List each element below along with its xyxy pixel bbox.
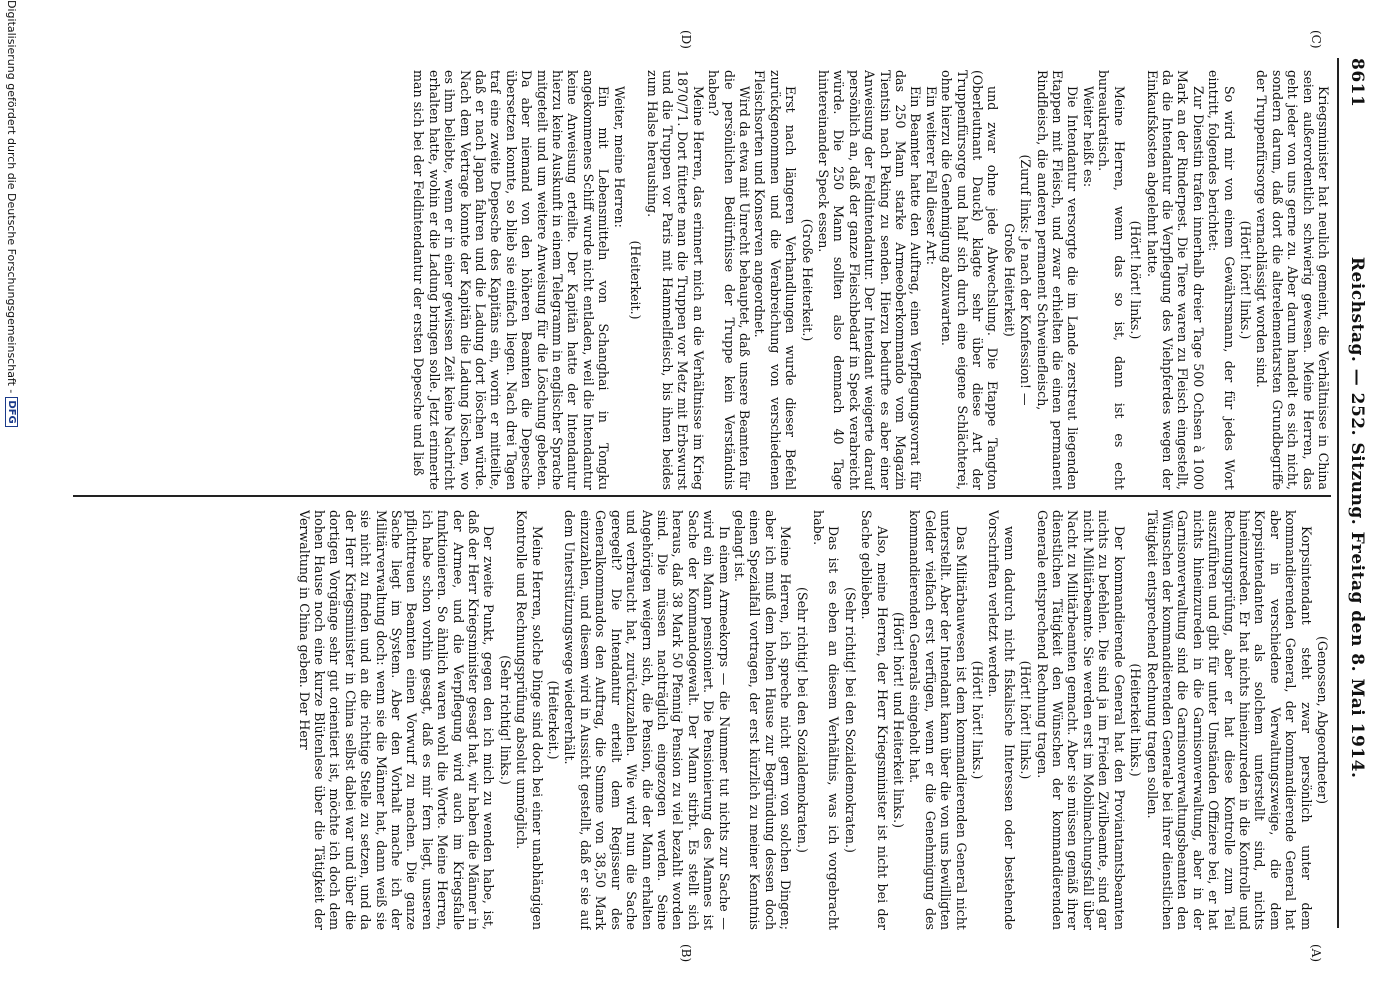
running-head [1343, 58, 1371, 928]
margin-letter-d: (D) [679, 30, 693, 49]
margin-letter-b: (B) [679, 944, 693, 963]
left-paragraph: Weiter heißt es: [1080, 86, 1096, 188]
right-paragraph: Das ist es eben an diesem Verhältnis, was ich vorgebracht habe. [811, 510, 842, 930]
right-paragraph: Das Militärbauwesen ist dem kommandierenden General nicht unterstellt. Aber der Intendant kann über die von uns bewilligten Gelder vielfach erst verfügen, wenn er die Genehmigung des kommandierenden Generals eingeholt hat. [907, 510, 969, 930]
right-paragraph: Also, meine Herren, der Herr Kriegsminister ist nicht bei der Sache geblieben. [859, 510, 890, 930]
left-remark: (Zuruf links: Je nach der Konfession! — [1018, 154, 1034, 406]
left-paragraph: Weiter, meine Herren: [611, 86, 627, 228]
digitization-footer [1, 0, 23, 1000]
left-paragraph: So wird mir von einem Gewährsmann, der für jedes Wort eintritt, folgendes berichtet: [1206, 70, 1237, 490]
right-paragraph: Der zweite Punkt, gegen den ich mich zu wenden habe, ist, daß der Herr Kriegsminister gesagt hat, wir haben die Männer in der Armee, und die Verpflegung wird auch im Kriegsfalle funktionieren. So ähnlich waren wohl die Worte. Meine Herren, ich habe schon vorhin gesagt, daß es mir fern liegt, unseren pflichttreuen Beamten einen Vorwurf zu machen. Die ganze Sache liegt im System. Aber den Vorhalt mache ich der Militärverwaltung doch: wenn sie die Männer hat, dann weiß sie sie nicht zu finden und an die richtige Stelle zu setzen, und da der Herr Kriegsminister in China selbst dabei war und über die dortigen Vorgänge sehr gut orientiert ist, möchte ich doch dem hohen Hause noch eine kurze Blütenlese über die Tätigkeit der Verwaltung in China geben. Der Herr [296, 510, 497, 930]
header-rule [1337, 58, 1339, 928]
left-remark: (Große Heiterkeit.) [799, 218, 815, 342]
session-title: Reichstag. — 252. Sitzung. Freitag den 8. Mai 1914. [1347, 256, 1367, 779]
right-paragraph: Korpsintendant steht zwar persönlich unter dem kommandierenden General, der kommandierende General hat aber in verschiedene Verwaltungszweige, die dem Korpsintendanten als solchem unterstellt sind, nichts hineinzureden. Er hat nichts hineinzureden in die Kontrolle und Rechnungsprüfung, aber er hat diese Kontrolle zum Teil auszuführen und gibt für unter Umständen Offiziere bei, er hat nichts hineinzureden in die Garnisonverwaltung, aber in der Garnisonverwaltung sind die Garnisonverwaltungsbeamten den Wünschen der kommandierenden Generale bei ihrer dienstlichen Tätigkeit entsprechend Rechnung tragen sollen. [1144, 510, 1314, 930]
left-paragraph: Erst nach längeren Verhandlungen wurde dieser Befehl zurückgenommen und die Verabreichung von verschiedenen Fleischsorten und Konserven angeordnet. [752, 70, 799, 490]
margin-letter-c: (C) [1309, 30, 1323, 49]
right-remark: (Sehr richtig! bei den Sozialdemokraten.) [794, 587, 810, 853]
right-remark: (Hört! hört! links.) [970, 660, 986, 780]
left-paragraph: Ein weiterer Fall dieser Art: [923, 86, 939, 265]
dfg-logo: DFG [6, 397, 19, 426]
margin-letter-a: (A) [1309, 944, 1323, 963]
left-remark: (Heiterkeit.) [628, 240, 644, 320]
right-remark: (Genossen, Abgeordneter) [1315, 636, 1330, 804]
left-paragraph: Meine Herren, wenn das so ist, dann ist es echt bureaukratisch. [1096, 70, 1127, 490]
column-rule [73, 495, 1331, 497]
right-remark: (Hört! hört! und Heiterkeit links.) [891, 611, 907, 829]
footer-text: Digitalisierung gefördert durch die Deutsche Forschungsgemeinschaft - [5, 0, 19, 394]
right-remark: (Sehr richtig! bei den Sozialdemokraten.) [842, 587, 858, 853]
left-paragraph: Kriegsminister hat neulich gemeint, die Verhältnisse in China seien außerordentlich schwierig gewesen. Meine Herren, das geht jeder von uns gerne zu. Aber darum handelt es sich nicht, sondern darum, daß dort die alterelementarsten Grundbegriffe der Truppenfürsorge vernachlässigt worden sind. [1254, 70, 1331, 490]
right-paragraph: wenn dadurch nicht fiskalische Interessen oder bestehende Vorschriften verletzt werden. [986, 510, 1017, 930]
left-paragraph: Wird da etwa mit Unrecht behauptet, daß unsere Beamten für die persönlichen Bedürfnisse der Truppe kein Verständnis haben? [706, 70, 752, 490]
right-remark: (Hört! hört! links.) [1018, 660, 1034, 780]
left-paragraph: Ein Beamter hatte den Auftrag, einen Verpflegungsvorrat für das 250 Mann starke Armeeoberkommando vom Magazin Tientsin nach Peking zu senden. Hierzu bedurfte es aber einer Anweisung der Feldintendantur. Der Intendant weigerte darauf persönlich an, daß der ganze Fleischbedarf in Speck verabreicht würde. Die 250 Mann sollten also demnach 40 Tage hintereinander Speck essen. [816, 70, 924, 490]
left-paragraph: Zur Dienstin trafen innerhalb dreier Tage 500 Ochsen à 1000 Mark an der Rinderpest. Die Tiere waren zu Fleisch eingestellt, da die Intendantur die Verpflegung des Viehpferdes wegen der Einkaufskosten abgelehnt hatte. [1144, 70, 1206, 490]
left-paragraph: Meine Herren, das erinnert mich an die Verhältnisse im Krieg 1870/71. Dort fütterte man die Truppen vor Metz mit Erbswurst und die Truppen vor Paris mit Hammelfleisch, bis ihnen beides zum Halse heraushing. [644, 70, 706, 490]
right-remark: (Heiterkeit.) [546, 680, 562, 760]
page-number: 8611 [1347, 58, 1367, 108]
right-paragraph: Meine Herren, solche Dinge sind doch bei einer unabhängigen Kontrolle und Rechnungsprüfung absolut unmöglich. [514, 510, 545, 930]
left-remark: (Hört! hört! links.) [1237, 220, 1253, 340]
right-remark: (Heiterkeit links.) [1128, 663, 1144, 777]
left-paragraph: Die Intendantur versorgte die im Lande zerstreut liegenden Etappen mit Fleisch, und zwar erhielten die einen permanent Rindfleisch, die anderen permanent Schweinefleisch, [1034, 70, 1081, 490]
right-paragraph: Der kommandierende General hat den Proviantamtsbeamten nichts zu befehlen. Die sind ja im Frieden Zivilbeamte, sind gar nicht Militärbeamte. Sie werden erst im Mobilmachungsfall über Nacht zu Militärbeamten gemacht. Aber sie müssen gemäß ihrer dienstlichen Tätigkeit den Wünschen der kommandierenden Generale entsprechend Rechnung tragen. [1034, 510, 1127, 930]
left-remark: (Hört! hört! links.) [1128, 220, 1144, 340]
left-paragraph: und zwar ohne jede Abwechslung. Die Etappe Tangton (Oberleutnant Dauck) klagte sehr über diese Art der Truppenfürsorge und half sich durch eine eigene Schlächterei, ohne hierzu die Genehmigung abzuwarten. [939, 70, 1001, 490]
left-column [73, 70, 1331, 490]
left-paragraph: Ein mit Lebensmitteln von Schanghai in Tongku angekommenes Schiff wurde nicht entladen, weil die Intendantur keine Anweisung erteilte. Der Kapitän hatte der Intendantur hierzu keine Auskunft in einem Telegramm in englischer Sprache mitgeteilt und um weitere Anweisung für die Löschung gebeten. Da aber niemand von den höheren Beamten die Depesche übersetzen konnte, so blieb sie einfach liegen. Nach drei Tagen traf eine zweite Depesche des Kapitäns ein, worin er mitteilte, daß er nach Japan fahren und die Ladung dort löschen würde. Nach dem Vertrage konnte der Kapitän die Ladung löschen, wo es ihm beliebte, wenn er in einer gewissen Zeit keine Nachricht erhalten hatte, wohin er die Ladung bringen solle. Jetzt erinnerte man sich bei der Feldintendantur der ersten Depesche und ließ [411, 70, 612, 490]
right-paragraph: In einem Armeekorps — die Nummer tut nichts zur Sache — wird ein Mann pensioniert. Die Pensionierung des Mannes ist Sache der Kommandogewalt. Der Mann stirbt. Es stellt sich heraus, daß 38 Mark 50 Pfennig Pension zu viel bezahlt worden sind. Die müssen nachträglich eingezogen werden. Seine Angehörigen weigern sich, die Pension, die der Mann erhalten und verbraucht hat, zurückzuzahlen. Wie wird nun die Sache geregelt? Die Intendantur erteilt dem Regisseur des Generalkommandos den Auftrag, die Summe von 38,50 Mark einzuzahlen, und diesem wird in Aussicht gestellt, daß er sie auf dem Unterstützungswege wiedererhält. [562, 510, 732, 930]
right-column [73, 510, 1331, 930]
right-paragraph: Meine Herren, ich spreche nicht gern von solchen Dingen; aber ich muß dem hohen Hause zur Begründung dessen doch einen Spezialfall vortragen, der erst kürzlich zu meiner Kenntnis gelangt ist. [731, 510, 794, 930]
right-remark: (Sehr richtig! links.) [497, 655, 513, 785]
left-remark: Große Heiterkeit) [1001, 223, 1017, 337]
